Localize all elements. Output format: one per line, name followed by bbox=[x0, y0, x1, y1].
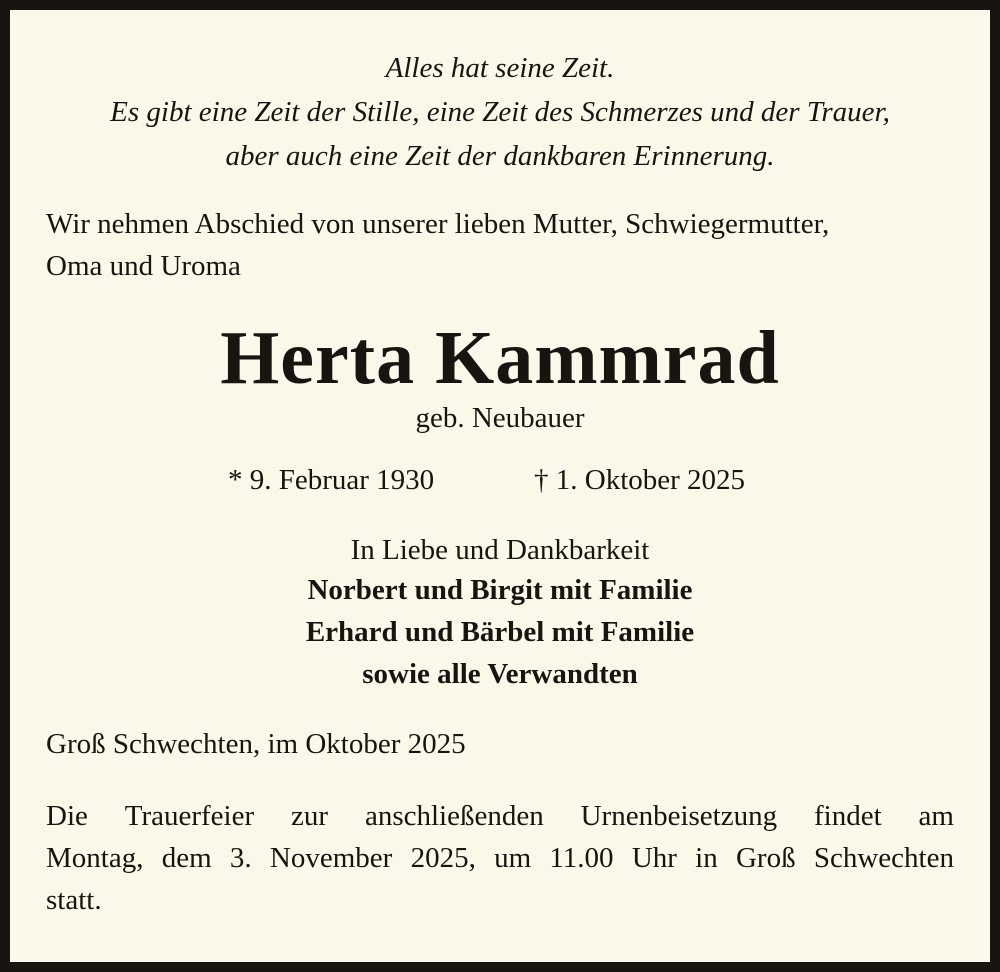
service-line-1 bbox=[46, 802, 954, 831]
service-word: am bbox=[918, 800, 954, 832]
service-word: Urnenbeisetzung bbox=[580, 800, 778, 832]
intro-line-1: Wir nehmen Abschied von unserer lieben Mutter, Schwiegermutter, bbox=[46, 208, 830, 240]
service-word: Montag, bbox=[46, 842, 144, 874]
service-word: Groß bbox=[735, 842, 796, 874]
service-word: November bbox=[269, 842, 393, 874]
birth-name: geb. Neubauer bbox=[415, 402, 585, 434]
mourners-intro: In Liebe und Dankbarkeit bbox=[350, 534, 650, 566]
service-word: Die bbox=[46, 800, 88, 832]
service-word: anschließenden bbox=[364, 800, 544, 832]
death-date: † 1. Oktober 2025 bbox=[534, 464, 746, 496]
service-word: Uhr bbox=[631, 842, 677, 874]
service-line-3: statt. bbox=[46, 884, 102, 916]
deceased-name: Herta Kammrad bbox=[220, 316, 780, 400]
quote-line-2: Es gibt eine Zeit der Stille, eine Zeit des Schmerzes und der Trauer, bbox=[110, 96, 890, 128]
quote-line-1: Alles hat seine Zeit. bbox=[385, 52, 615, 84]
place-date: Groß Schwechten, im Oktober 2025 bbox=[46, 728, 466, 760]
service-word: 3. bbox=[229, 842, 252, 874]
intro-line-2: Oma und Uroma bbox=[46, 250, 241, 282]
service-word: um bbox=[494, 842, 532, 874]
mourner-line-1: Norbert und Birgit mit Familie bbox=[307, 574, 693, 606]
service-word: 11.00 bbox=[549, 842, 614, 874]
mourner-line-3: sowie alle Verwandten bbox=[362, 658, 638, 690]
service-word: in bbox=[695, 842, 718, 874]
service-word: zur bbox=[291, 800, 329, 832]
service-word: Trauerfeier bbox=[124, 800, 255, 832]
quote-line-3: aber auch eine Zeit der dankbaren Erinnerung. bbox=[225, 140, 775, 172]
service-word: findet bbox=[814, 800, 882, 832]
service-word: Schwechten bbox=[813, 842, 954, 874]
service-word: 2025, bbox=[410, 842, 476, 874]
mourner-line-2: Erhard und Bärbel mit Familie bbox=[305, 616, 695, 648]
service-word: dem bbox=[161, 842, 212, 874]
service-line-2 bbox=[46, 844, 954, 873]
birth-date: * 9. Februar 1930 bbox=[228, 464, 435, 496]
